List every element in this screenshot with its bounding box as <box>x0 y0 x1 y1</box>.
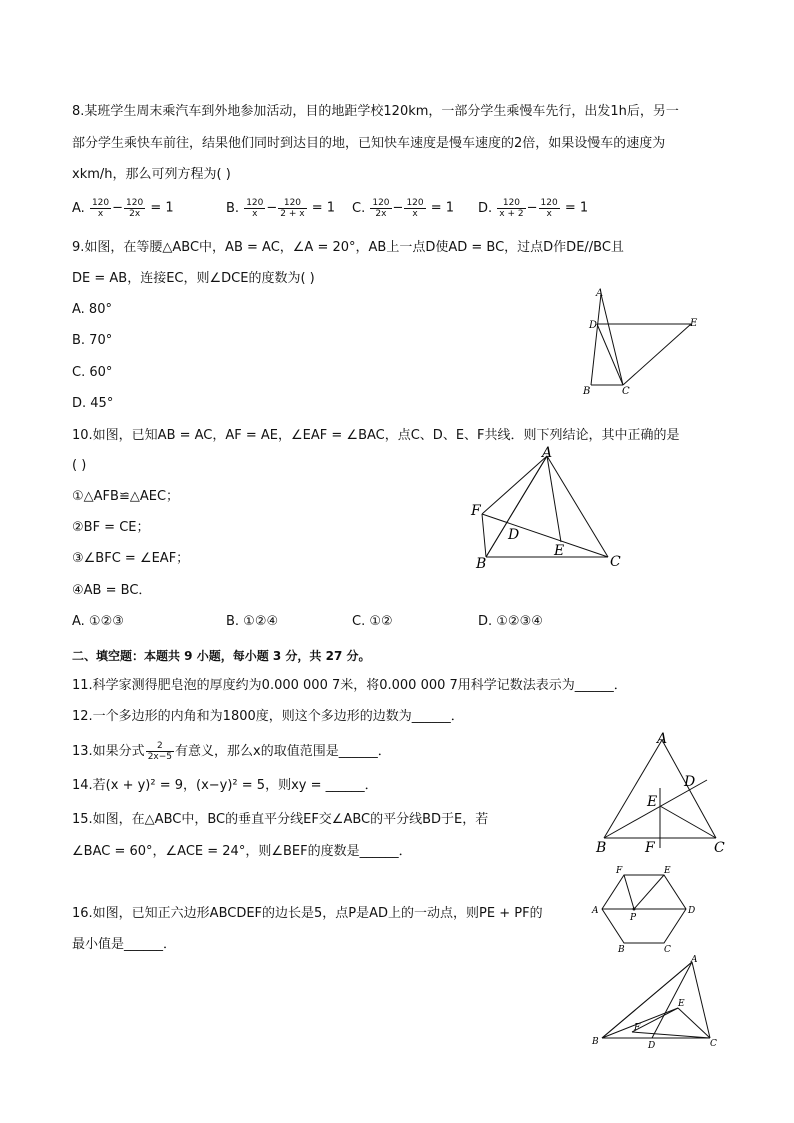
q16-text-line2: 最小值是______． <box>72 937 177 952</box>
q9-option-b: B. 70° <box>72 333 113 348</box>
segment-fc <box>482 514 608 557</box>
q8-text-line3: xkm/h，那么可列方程为( ) <box>72 167 231 182</box>
label-e: E <box>690 318 698 329</box>
q16-figure <box>588 860 712 954</box>
q8-option-b: B. $\frac{120}{x}$ − $\frac{120}{2 + x}$ = 1 <box>226 198 336 219</box>
segment-fb <box>482 514 486 557</box>
segment-ad <box>652 962 692 1038</box>
segment-pe <box>634 875 664 909</box>
segment-ae <box>547 456 561 542</box>
label-c: C <box>610 554 621 570</box>
label-b: B <box>583 386 591 397</box>
segment-ec <box>678 1008 710 1038</box>
fraction: $\frac{120}{x}$ <box>406 198 424 219</box>
label-d: D <box>648 1041 656 1051</box>
section-2-title: 二、填空题：本题共 9 小题，每小题 3 分，共 27 分。 <box>72 649 371 663</box>
q8-text-line1: 8.某班学生周末乘汽车到外地参加活动，目的地距学校120km，一部分学生乘慢车先行，出发1h后，另一 <box>72 104 679 119</box>
q9-option-a: A. 80° <box>72 302 112 317</box>
q10-item-4: ④AB = BC． <box>72 583 152 598</box>
fraction: $\frac{120}{x}$ <box>91 198 110 219</box>
label-b: B <box>596 840 607 856</box>
segment-ac <box>601 294 623 385</box>
label-e: E <box>664 866 671 876</box>
q10-item-2: ②BF = CE； <box>72 520 150 535</box>
bottom-figure <box>588 952 728 1052</box>
segment-ab <box>604 740 662 838</box>
label-d: D <box>688 906 696 916</box>
label-a: A <box>592 906 599 916</box>
label-a: A <box>596 288 604 299</box>
label-a: A <box>691 955 698 965</box>
q15-figure <box>590 730 730 858</box>
q10-item-1: ①△AFB≌△AEC； <box>72 489 180 504</box>
point-p <box>633 908 636 911</box>
segment-ec <box>623 324 691 385</box>
label-c: C <box>622 386 630 397</box>
q10-item-3: ③∠BFC = ∠EAF； <box>72 551 190 566</box>
segment-ac <box>547 456 608 557</box>
label-a: A <box>542 445 553 461</box>
q10-text-line2: ( ) <box>72 458 87 473</box>
segment-fc <box>632 1032 710 1038</box>
fraction: $\frac{120}{x + 2}$ <box>499 198 524 219</box>
q10-option-c: C. ①② <box>352 614 393 629</box>
label-a: A <box>657 731 668 747</box>
q9-figure <box>580 284 710 400</box>
q9-text-line2: DE = AB，连接EC，则∠DCE的度数为( ) <box>72 271 315 286</box>
label-b: B <box>592 1037 599 1047</box>
q8-option-c: C. $\frac{120}{2x}$ − $\frac{120}{x}$ = 1 <box>352 198 455 219</box>
q10-option-b: B. ①②④ <box>226 614 279 629</box>
q10-figure <box>466 444 626 574</box>
label-f: F <box>634 1023 641 1033</box>
label-c: C <box>710 1039 717 1049</box>
q9-option-c: C. 60° <box>72 365 113 380</box>
q9-text-line1: 9.如图，在等腰△ABC中，AB = AC，∠A = 20°，AB上一点D使AD = BC，过点D作DE//BC且 <box>72 240 624 255</box>
label-e: E <box>554 543 565 559</box>
q10-option-d: D. ①②③④ <box>478 614 543 629</box>
label-c: C <box>664 945 671 954</box>
label-f: F <box>645 840 655 856</box>
label-d: D <box>508 527 520 543</box>
label-f: F <box>616 866 623 876</box>
q16-text-line1: 16.如图，已知正六边形ABCDEF的边长是5，点P是AD上的一动点，则PE + PF的 <box>72 906 543 921</box>
label-e: E <box>647 794 658 810</box>
fraction: $\frac{2}{2x-5}$ <box>147 741 173 762</box>
q10-option-a: A. ①②③ <box>72 614 124 629</box>
q15-text-line1: 15.如图，在△ABC中，BC的垂直平分线EF交∠ABC的平分线BD于E，若 <box>72 812 489 827</box>
fraction: $\frac{120}{x}$ <box>540 198 558 219</box>
q14-text: 14.若(x + y)² = 9，(x−y)² = 5，则xy = ______． <box>72 778 378 793</box>
q11-text: 11.科学家测得肥皂泡的厚度约为0.000 000 7米，将0.000 000 7用科学记数法表示为______． <box>72 678 627 693</box>
segment-fp <box>624 875 634 909</box>
label-p: P <box>630 913 637 923</box>
q8-option-a: A. $\frac{120}{x}$ − $\frac{120}{2x}$ = 1 <box>72 198 174 219</box>
segment-ac <box>692 962 710 1038</box>
segment-ab <box>591 294 601 385</box>
label-d: D <box>684 774 696 790</box>
fraction: $\frac{120}{2x}$ <box>372 198 390 219</box>
label-f: F <box>471 503 481 519</box>
q15-text-line2: ∠BAC = 60°，∠ACE = 24°，则∠BEF的度数是______． <box>72 844 412 859</box>
label-c: C <box>714 840 725 856</box>
q13-text: 13.如果分式 $\frac{2}{2x-5}$ 有意义，那么x的取值范围是______． <box>72 741 391 762</box>
fraction: $\frac{120}{2 + x}$ <box>280 198 305 219</box>
q9-option-d: D. 45° <box>72 396 114 411</box>
label-d: D <box>589 320 598 331</box>
q8-option-d: D. $\frac{120}{x + 2}$ − $\frac{120}{x}$ = 1 <box>478 198 589 219</box>
q10-text-line1: 10.如图，已知AB = AC，AF = AE，∠EAF = ∠BAC，点C、D、E、F共线．则下列结论，其中正确的是 <box>72 428 680 443</box>
label-b: B <box>618 945 625 954</box>
fraction: $\frac{120}{x}$ <box>246 198 264 219</box>
fraction: $\frac{120}{2x}$ <box>126 198 144 219</box>
q12-text: 12.一个多边形的内角和为1800度，则这个多边形的边数为______． <box>72 709 464 724</box>
q8-text-line2: 部分学生乘快车前往，结果他们同时到达目的地，已知快车速度是慢车速度的2倍，如果设慢车的速度为 <box>72 136 666 151</box>
label-e: E <box>678 999 685 1009</box>
segment-af <box>482 456 547 514</box>
label-b: B <box>476 556 487 572</box>
